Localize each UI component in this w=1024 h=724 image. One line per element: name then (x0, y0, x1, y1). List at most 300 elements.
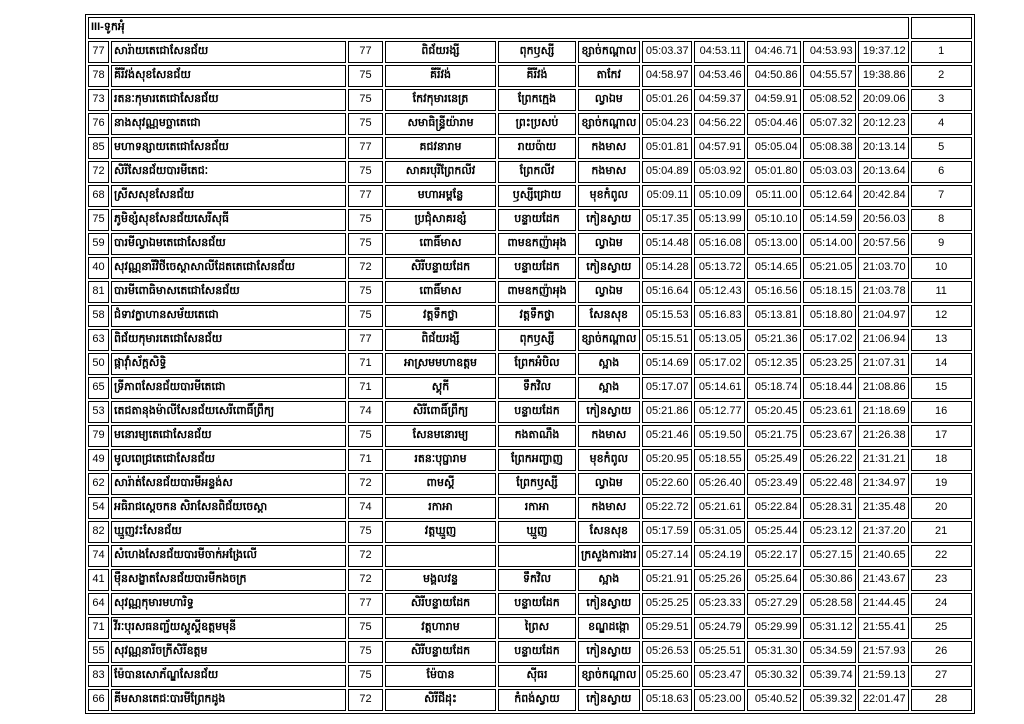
boat-name-cell: នាងសុវណ្ណមច្ឆាតេជោ (111, 113, 346, 135)
time4-cell: 05:18.80 (803, 305, 856, 327)
crew-count-cell: 75 (348, 641, 383, 663)
commune-cell: កំពង់ស្វាយ (498, 689, 576, 711)
time4-cell: 05:31.12 (803, 617, 856, 639)
table-row (88, 281, 972, 303)
boat-name-cell: តេជតានុងម៉ាលីសែនជ័យសេរីពោធិ៍ព្រឹក្យ (111, 401, 346, 423)
crew-count-cell: 77 (348, 329, 383, 351)
district-cell: ខ្សាច់កណ្តាល (578, 41, 640, 63)
boat-name-cell: សុវណ្ណនារីចក្រីសិរីឧត្តម (111, 641, 346, 663)
rank-cell: 5 (911, 137, 972, 159)
time3-cell: 05:12.35 (747, 353, 801, 375)
rank-cell: 25 (911, 617, 972, 639)
origin-cell: សមាធិន្ទ្រីយ៉ារាម (385, 113, 496, 135)
time1-cell: 05:21.86 (642, 401, 692, 423)
time1-cell: 05:04.23 (642, 113, 692, 135)
total-time-cell: 22:01.47 (858, 689, 909, 711)
time1-cell: 05:04.89 (642, 161, 692, 183)
total-time-cell: 21:31.21 (858, 449, 909, 471)
time2-cell: 04:53.11 (694, 41, 745, 63)
origin-cell: គជវនារាម (385, 137, 496, 159)
time2-cell: 05:23.47 (694, 665, 745, 687)
crew-count-cell: 71 (348, 353, 383, 375)
time1-cell: 05:26.53 (642, 641, 692, 663)
time4-cell: 04:53.93 (803, 41, 856, 63)
district-cell: កៀនស្វាយ (578, 641, 640, 663)
total-time-cell: 20:12.23 (858, 113, 909, 135)
commune-cell: បន្ទាយដែក (498, 209, 576, 231)
time1-cell: 05:18.63 (642, 689, 692, 711)
time1-cell: 05:25.60 (642, 665, 692, 687)
boat-number-cell: 59 (88, 233, 109, 255)
table-row (88, 641, 972, 663)
time4-cell: 05:30.86 (803, 569, 856, 591)
table-row (88, 569, 972, 591)
origin-cell: វត្តទឹកថ្លា (385, 305, 496, 327)
time3-cell: 05:11.00 (747, 185, 801, 207)
total-time-cell: 21:03.78 (858, 281, 909, 303)
table-row (88, 593, 972, 615)
time2-cell: 05:13.05 (694, 329, 745, 351)
time2-cell: 05:17.02 (694, 353, 745, 375)
crew-count-cell: 75 (348, 209, 383, 231)
time1-cell: 05:16.64 (642, 281, 692, 303)
district-cell: កៀនស្វាយ (578, 401, 640, 423)
commune-cell: ព្រះប្រសប់ (498, 113, 576, 135)
rank-cell: 27 (911, 665, 972, 687)
time4-cell: 05:23.67 (803, 425, 856, 447)
origin-cell: វត្តឃ្មួញ (385, 521, 496, 543)
crew-count-cell: 77 (348, 41, 383, 63)
crew-count-cell: 72 (348, 473, 383, 495)
boat-number-cell: 50 (88, 353, 109, 375)
origin-cell: ពិជ័យរង្សី (385, 329, 496, 351)
time4-cell: 05:03.03 (803, 161, 856, 183)
boat-number-cell: 83 (88, 665, 109, 687)
time3-cell: 05:05.04 (747, 137, 801, 159)
total-time-cell: 21:03.70 (858, 257, 909, 279)
time4-cell: 05:27.15 (803, 545, 856, 567)
time2-cell: 04:53.46 (694, 65, 745, 87)
origin-cell: ម៉ែបាន (385, 665, 496, 687)
time1-cell: 05:21.46 (642, 425, 692, 447)
total-time-cell: 20:13.64 (858, 161, 909, 183)
time1-cell: 05:17.35 (642, 209, 692, 231)
total-time-cell: 21:06.94 (858, 329, 909, 351)
district-cell: សែនសុខ (578, 305, 640, 327)
time4-cell: 04:55.57 (803, 65, 856, 87)
district-cell: ខ្សាច់កណ្តាល (578, 113, 640, 135)
origin-cell: ស្គុកី (385, 377, 496, 399)
boat-number-cell: 68 (88, 185, 109, 207)
time4-cell: 05:18.44 (803, 377, 856, 399)
time2-cell: 05:14.61 (694, 377, 745, 399)
time1-cell: 05:21.91 (642, 569, 692, 591)
table-row (88, 449, 972, 471)
time4-cell: 05:08.38 (803, 137, 856, 159)
total-time-cell: 21:40.65 (858, 545, 909, 567)
time3-cell: 05:29.99 (747, 617, 801, 639)
time4-cell: 05:28.31 (803, 497, 856, 519)
boat-name-cell: អធិរាជស្តេចកន សិរាសែនពិជ័យចេស្តា (111, 497, 346, 519)
boat-name-cell: ម៉ឺនសង្ខាតសែនជ័យបារមីកងចក្រ (111, 569, 346, 591)
table-row (88, 233, 972, 255)
crew-count-cell: 75 (348, 305, 383, 327)
crew-count-cell: 75 (348, 281, 383, 303)
boat-number-cell: 62 (88, 473, 109, 495)
origin-cell: មហាអម្ពន្លែ (385, 185, 496, 207)
boat-number-cell: 71 (88, 617, 109, 639)
time1-cell: 05:27.14 (642, 545, 692, 567)
crew-count-cell: 74 (348, 401, 383, 423)
rank-cell: 4 (911, 113, 972, 135)
time2-cell: 05:16.83 (694, 305, 745, 327)
boat-name-cell: ស្រីសសុខសែនជ័យ (111, 185, 346, 207)
table-body (88, 41, 972, 711)
time1-cell: 05:22.72 (642, 497, 692, 519)
time2-cell: 05:13.72 (694, 257, 745, 279)
rank-cell: 1 (911, 41, 972, 63)
time2-cell: 05:10.09 (694, 185, 745, 207)
district-cell: ល្វាឯម (578, 473, 640, 495)
total-time-cell: 19:38.86 (858, 65, 909, 87)
crew-count-cell: 77 (348, 185, 383, 207)
time4-cell: 05:12.64 (803, 185, 856, 207)
commune-cell: ពុកឫស្សី (498, 329, 576, 351)
rank-cell: 16 (911, 401, 972, 423)
boat-number-cell: 81 (88, 281, 109, 303)
district-cell: មុខកំពូល (578, 449, 640, 471)
rank-cell: 17 (911, 425, 972, 447)
table-row (88, 41, 972, 63)
time4-cell: 05:26.22 (803, 449, 856, 471)
commune-cell: ទឹកវិល (498, 377, 576, 399)
time3-cell: 05:22.17 (747, 545, 801, 567)
time4-cell: 05:28.58 (803, 593, 856, 615)
crew-count-cell: 75 (348, 113, 383, 135)
table-row (88, 89, 972, 111)
table-row (88, 401, 972, 423)
time3-cell: 05:16.56 (747, 281, 801, 303)
boat-number-cell: 79 (88, 425, 109, 447)
district-cell: កៀនស្វាយ (578, 593, 640, 615)
rank-cell: 26 (911, 641, 972, 663)
rank-cell: 22 (911, 545, 972, 567)
rank-cell: 3 (911, 89, 972, 111)
boat-number-cell: 64 (88, 593, 109, 615)
boat-number-cell: 78 (88, 65, 109, 87)
district-cell: កងមាស (578, 425, 640, 447)
table-row (88, 617, 972, 639)
boat-name-cell: បារមីពោធិមាសតេជោសែនជ័យ (111, 281, 346, 303)
boat-number-cell: 76 (88, 113, 109, 135)
boat-name-cell: វីរៈបុរសធនញ្ជ័យស្គូស្គីឧត្តមមុនី (111, 617, 346, 639)
boat-number-cell: 82 (88, 521, 109, 543)
rank-cell: 14 (911, 353, 972, 375)
crew-count-cell: 72 (348, 569, 383, 591)
total-time-cell: 21:04.97 (858, 305, 909, 327)
boat-name-cell: សិរីសែនជ័យបារមីតេជៈ (111, 161, 346, 183)
total-time-cell: 19:37.12 (858, 41, 909, 63)
time2-cell: 05:16.08 (694, 233, 745, 255)
table-row (88, 689, 972, 711)
boat-number-cell: 55 (88, 641, 109, 663)
commune-cell: បន្ទាយដែក (498, 257, 576, 279)
rank-cell: 11 (911, 281, 972, 303)
boat-name-cell: សុវណ្ណនារីវិថីចេស្តាសាលីដែតតេជោសែនជ័យ (111, 257, 346, 279)
boat-number-cell: 58 (88, 305, 109, 327)
rank-cell: 24 (911, 593, 972, 615)
origin-cell: អាស្រមមហាឧត្តម (385, 353, 496, 375)
commune-cell: រាយប៉ាយ (498, 137, 576, 159)
time2-cell: 05:23.33 (694, 593, 745, 615)
total-time-cell: 21:43.67 (858, 569, 909, 591)
district-cell: តាកែវ (578, 65, 640, 87)
boat-number-cell: 77 (88, 41, 109, 63)
time3-cell: 05:40.52 (747, 689, 801, 711)
commune-cell: រកាអា (498, 497, 576, 519)
boat-number-cell: 85 (88, 137, 109, 159)
time1-cell: 05:15.53 (642, 305, 692, 327)
time2-cell: 05:03.92 (694, 161, 745, 183)
table-row (88, 545, 972, 567)
boat-number-cell: 41 (88, 569, 109, 591)
time1-cell: 05:14.28 (642, 257, 692, 279)
time3-cell: 05:10.10 (747, 209, 801, 231)
time3-cell: 05:20.45 (747, 401, 801, 423)
time3-cell: 05:27.29 (747, 593, 801, 615)
district-cell: កងមាស (578, 497, 640, 519)
time2-cell: 05:26.40 (694, 473, 745, 495)
commune-cell: ឫស្សីជ្រោយ (498, 185, 576, 207)
rank-cell: 23 (911, 569, 972, 591)
boat-name-cell: សុវណ្ណកុមារមហារិទ្ធ (111, 593, 346, 615)
commune-cell: ព្រែកអំបិល (498, 353, 576, 375)
origin-cell: រកាអា (385, 497, 496, 519)
table-row (88, 257, 972, 279)
time3-cell: 05:31.30 (747, 641, 801, 663)
table-row (88, 497, 972, 519)
time2-cell: 04:56.22 (694, 113, 745, 135)
crew-count-cell: 71 (348, 449, 383, 471)
district-cell: កងមាស (578, 161, 640, 183)
district-cell: សែនសុខ (578, 521, 640, 543)
commune-cell: ពាមឧកញ៉ាអុង (498, 281, 576, 303)
origin-cell: វត្តហារាម (385, 617, 496, 639)
rank-cell: 2 (911, 65, 972, 87)
time1-cell: 05:22.60 (642, 473, 692, 495)
time1-cell: 05:01.26 (642, 89, 692, 111)
total-time-cell: 21:18.69 (858, 401, 909, 423)
total-time-cell: 20:56.03 (858, 209, 909, 231)
time3-cell: 05:13.00 (747, 233, 801, 255)
origin-cell: កែវកុមារនេត្រ (385, 89, 496, 111)
district-cell: ស្អាង (578, 569, 640, 591)
boat-number-cell: 53 (88, 401, 109, 423)
time2-cell: 05:25.26 (694, 569, 745, 591)
table-title: III-ទូកអុំ (88, 17, 909, 39)
time1-cell: 05:17.07 (642, 377, 692, 399)
total-time-cell: 21:07.31 (858, 353, 909, 375)
district-cell: កៀនស្វាយ (578, 257, 640, 279)
time3-cell: 04:50.86 (747, 65, 801, 87)
time1-cell: 05:20.95 (642, 449, 692, 471)
crew-count-cell: 72 (348, 257, 383, 279)
district-cell: ក្រសួងការងារ (578, 545, 640, 567)
boat-name-cell: គីរីវង់សុខសែនជ័យ (111, 65, 346, 87)
commune-cell: បន្ទាយដែក (498, 401, 576, 423)
crew-count-cell: 75 (348, 521, 383, 543)
time3-cell: 04:59.91 (747, 89, 801, 111)
table-row (88, 353, 972, 375)
origin-cell: សាគរបុរីព្រែកលីវ (385, 161, 496, 183)
boat-name-cell: ជំទាវក្លាហានសម័យតេជោ (111, 305, 346, 327)
crew-count-cell: 75 (348, 425, 383, 447)
commune-cell: ស៊ីធរ (498, 665, 576, 687)
crew-count-cell: 75 (348, 233, 383, 255)
time2-cell: 05:21.61 (694, 497, 745, 519)
total-time-cell: 20:42.84 (858, 185, 909, 207)
origin-cell: សិរីជីដុះ (385, 689, 496, 711)
table-row (88, 377, 972, 399)
origin-cell: សិរីបន្ទាយដែក (385, 257, 496, 279)
time2-cell: 05:25.51 (694, 641, 745, 663)
crew-count-cell: 74 (348, 497, 383, 519)
district-cell: ស្អាង (578, 377, 640, 399)
time3-cell: 05:30.32 (747, 665, 801, 687)
time3-cell: 05:25.44 (747, 521, 801, 543)
district-cell: ខ្សាច់កណ្តាល (578, 329, 640, 351)
total-time-cell: 21:44.45 (858, 593, 909, 615)
district-cell: កងមាស (578, 137, 640, 159)
commune-cell: ទឹកវិល (498, 569, 576, 591)
commune-cell: ព្រែកឫស្សី (498, 473, 576, 495)
rank-cell: 10 (911, 257, 972, 279)
rank-cell: 13 (911, 329, 972, 351)
time2-cell: 05:31.05 (694, 521, 745, 543)
time2-cell: 04:59.37 (694, 89, 745, 111)
rank-cell: 19 (911, 473, 972, 495)
origin-cell: ពាមស្គី (385, 473, 496, 495)
district-cell: ល្វាឯម (578, 233, 640, 255)
time4-cell: 05:23.12 (803, 521, 856, 543)
rank-cell: 21 (911, 521, 972, 543)
time3-cell: 05:25.64 (747, 569, 801, 591)
time1-cell: 05:14.69 (642, 353, 692, 375)
total-time-cell: 21:35.48 (858, 497, 909, 519)
commune-cell: ពាមឧកញ៉ាអុង (498, 233, 576, 255)
time3-cell: 05:25.49 (747, 449, 801, 471)
commune-cell: វត្តទឹកថ្លា (498, 305, 576, 327)
time2-cell: 05:23.00 (694, 689, 745, 711)
time4-cell: 05:21.05 (803, 257, 856, 279)
time2-cell: 05:12.77 (694, 401, 745, 423)
time4-cell: 05:08.52 (803, 89, 856, 111)
time2-cell: 05:24.79 (694, 617, 745, 639)
time1-cell: 05:09.11 (642, 185, 692, 207)
time1-cell: 05:14.48 (642, 233, 692, 255)
time3-cell: 05:22.84 (747, 497, 801, 519)
crew-count-cell: 75 (348, 89, 383, 111)
crew-count-cell: 71 (348, 377, 383, 399)
district-cell: ខ្សាច់កណ្តាល (578, 665, 640, 687)
boat-number-cell: 75 (88, 209, 109, 231)
time3-cell: 05:14.65 (747, 257, 801, 279)
boat-name-cell: ម៉ែបានសោភ័ណ្ឌសែនជ័យ (111, 665, 346, 687)
time4-cell: 05:18.15 (803, 281, 856, 303)
time2-cell: 05:18.55 (694, 449, 745, 471)
boat-number-cell: 65 (88, 377, 109, 399)
total-time-cell: 21:55.41 (858, 617, 909, 639)
table-row (88, 329, 972, 351)
boat-name-cell: ពិជ័យកុមារតេជោសែនជ័យ (111, 329, 346, 351)
origin-cell: សិរីពោធិ៍ព្រឹក្យ (385, 401, 496, 423)
time4-cell: 05:14.59 (803, 209, 856, 231)
crew-count-cell: 75 (348, 65, 383, 87)
table-row (88, 521, 972, 543)
district-cell: ល្វាឯម (578, 89, 640, 111)
total-time-cell: 21:59.13 (858, 665, 909, 687)
time2-cell: 05:19.50 (694, 425, 745, 447)
time1-cell: 05:15.51 (642, 329, 692, 351)
crew-count-cell: 75 (348, 665, 383, 687)
commune-cell: ពុកឫស្សី (498, 41, 576, 63)
time3-cell: 05:01.80 (747, 161, 801, 183)
rank-cell: 8 (911, 209, 972, 231)
boat-number-cell: 54 (88, 497, 109, 519)
boat-number-cell: 40 (88, 257, 109, 279)
district-cell: ខណ្ឌដង្កោ (578, 617, 640, 639)
time2-cell: 05:12.43 (694, 281, 745, 303)
time1-cell: 04:58.97 (642, 65, 692, 87)
table-row (88, 113, 972, 135)
total-time-cell: 21:34.97 (858, 473, 909, 495)
time1-cell: 05:25.25 (642, 593, 692, 615)
total-time-cell: 20:09.06 (858, 89, 909, 111)
time4-cell: 05:23.61 (803, 401, 856, 423)
crew-count-cell: 77 (348, 593, 383, 615)
table-row (88, 425, 972, 447)
total-time-cell: 21:26.38 (858, 425, 909, 447)
table-row (88, 665, 972, 687)
time3-cell: 05:04.46 (747, 113, 801, 135)
boat-name-cell: ភូមិខ្សំសុខសែនជ័យសេរីសុធី (111, 209, 346, 231)
total-time-cell: 20:57.56 (858, 233, 909, 255)
rank-cell: 7 (911, 185, 972, 207)
boat-number-cell: 63 (88, 329, 109, 351)
boat-name-cell: បារមីល្វាឯមតេជោសែនជ័យ (111, 233, 346, 255)
rank-cell: 18 (911, 449, 972, 471)
header-row (88, 17, 972, 39)
origin-cell: សិរីបន្ទាយដែក (385, 593, 496, 615)
commune-cell: ឃ្មួញ (498, 521, 576, 543)
commune-cell: កងតាណឹង (498, 425, 576, 447)
commune-cell (498, 545, 576, 567)
crew-count-cell: 75 (348, 161, 383, 183)
time4-cell: 05:17.02 (803, 329, 856, 351)
total-time-cell: 21:37.20 (858, 521, 909, 543)
origin-cell: រតនៈបុប្ផារាម (385, 449, 496, 471)
boat-name-cell: សារ៉ាត់សែនជ័យបារមីអន្ទង់ស (111, 473, 346, 495)
rank-cell: 12 (911, 305, 972, 327)
district-cell: មុខកំពូល (578, 185, 640, 207)
crew-count-cell: 72 (348, 545, 383, 567)
table-row (88, 65, 972, 87)
crew-count-cell: 75 (348, 617, 383, 639)
boat-name-cell: សារ៉ាយតេជោសែនជ័យ (111, 41, 346, 63)
time1-cell: 05:17.59 (642, 521, 692, 543)
rank-cell: 20 (911, 497, 972, 519)
boat-name-cell: ទ្រីភាពសែនជ័យបារមីតេជោ (111, 377, 346, 399)
